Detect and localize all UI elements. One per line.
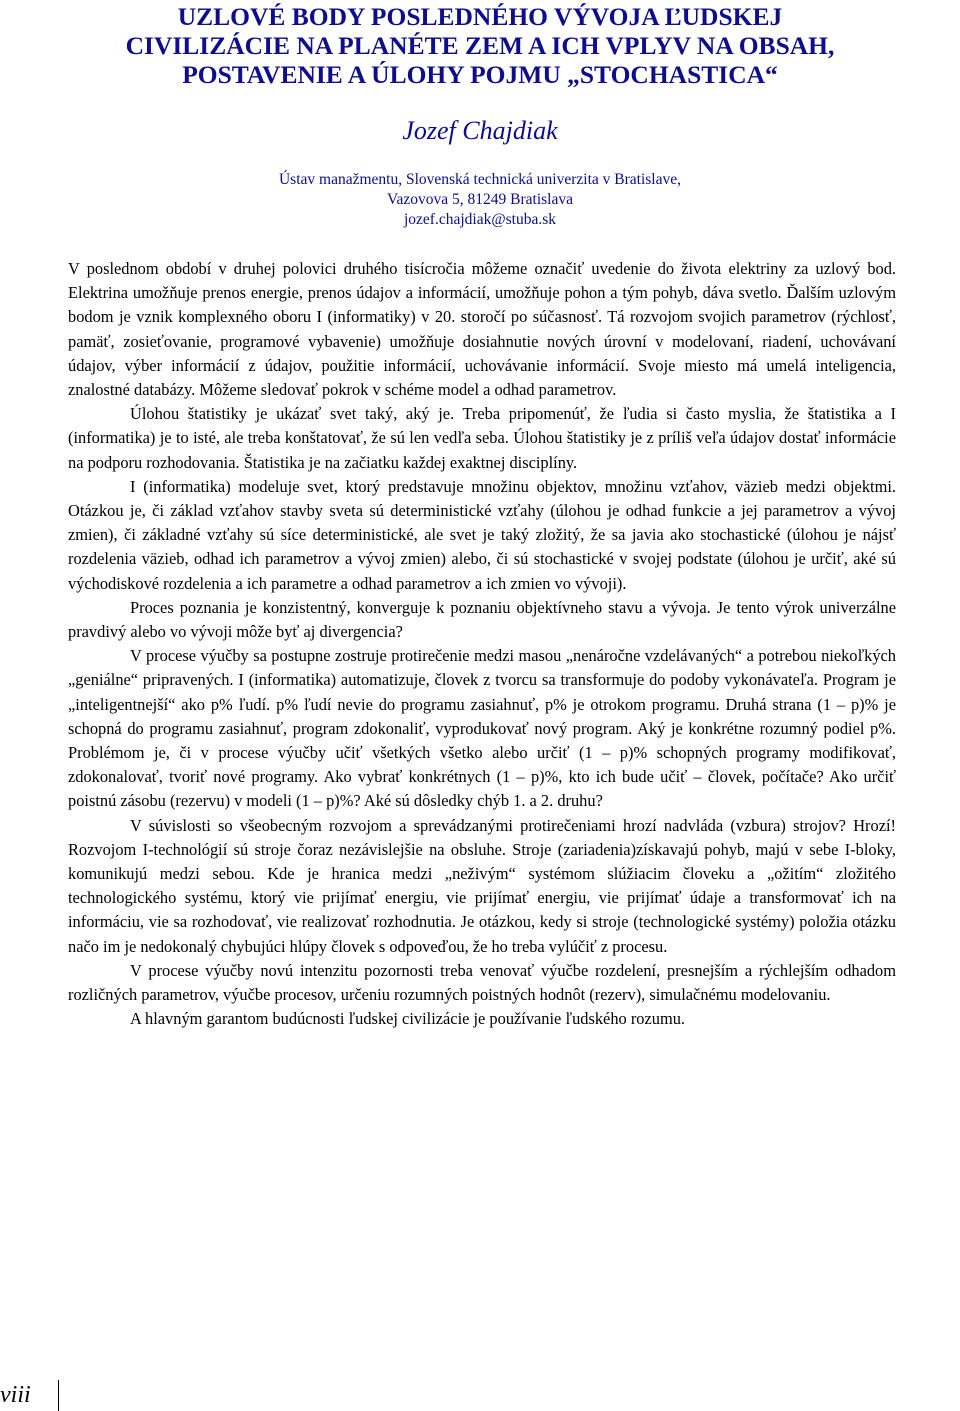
paragraph-7: V procese výučby novú intenzitu pozornosti treba venovať výučbe rozdelení, presnejším a rýchlejším odhadom rozličných parametrov, výučbe procesov, určeniu rozumných poistných hodnôt (rezerv), simulačnému modelovaniu. xyxy=(68,960,896,1005)
title-line-2: CIVILIZÁCIE NA PLANÉTE ZEM A ICH VPLYV NA OBSAH, xyxy=(125,31,835,60)
paragraph-3: I (informatika) modeluje svet, ktorý predstavuje množinu objektov, množinu vzťahov, väzieb medzi objektmi. Otázkou je, či základ vzťahov stavby sveta sú deterministické vzťahy (úlohou je odhad funkcie a jej parametrov a vývoj zmien), či základné vzťahy sú síce deterministické, ale svet je taký zložitý, že sa javia ako stochastické (úlohou je nájsť rozdelenia väzieb, odhad ich parametrov a vývoj zmien) alebo, či sú stochastické v svojej podstate (úlohou je určiť, aké sú východiskové rozdelenia a ich parametre a odhad parametrov a ich zmien vo vývoji). xyxy=(68,476,896,593)
paragraph-2: Úlohou štatistiky je ukázať svet taký, aký je. Treba pripomenúť, že ľudia si často myslia, že štatistika a I (informatika) je to isté, ale treba konštatovať, že sú len vedľa seba. Úlohou štatistiky je z príliš veľa údajov dostať informácie na podporu rozhodovania. Štatistika je na začiatku každej exaktnej disciplíny. xyxy=(68,404,896,472)
affiliation-line-2: Vazovova 5, 81249 Bratislava xyxy=(387,191,573,208)
affiliation-line-1: Ústav manažmentu, Slovenská technická univerzita v Bratislave, xyxy=(278,171,681,188)
footer-divider xyxy=(58,1380,59,1411)
author-email: jozef.chajdiak@stuba.sk xyxy=(403,211,556,228)
author-name: Jozef Chajdiak xyxy=(402,116,558,145)
paragraph-6: V súvislosti so všeobecným rozvojom a sprevádzanými protirečeniami hrozí nadvláda (vzbura) strojov? Hrozí! Rozvojom I-technológií sú stroje čoraz nezávislejšie na obsluhe. Stroje (zariadenia)získavajú pohyb, majú v sebe I-bloky, komunikujú medzi sebou. Kde je hranica medzi „neživým“ systémom slúžiacim človeku a „ožitím“ zložitého technologického systému, ktorý vie prijímať energiu, vie prijímať energiu, vie prijímať údaje a transformovať ich na informáciu, vie sa rozhodovať, vie realizovať rozhodnutia. Je otázkou, kedy si stroje (technologické systémy) položia otázku načo im je nedokonalý chybujúci hlúpy človek s odpoveďou, že ho treba vylúčiť z procesu. xyxy=(68,815,896,956)
affiliation xyxy=(0,170,960,230)
title-line-1: UZLOVÉ BODY POSLEDNÉHO VÝVOJA ĽUDSKEJ xyxy=(177,2,783,31)
paragraph-1: V poslednom období v druhej polovici druhého tisícročia môžeme označiť uvedenie do života elektriny za uzlový bod. Elektrina umožňuje prenos energie, prenos údajov a informácií, umožňuje pohon a tým pohyb, dáva svetlo. Ďalším uzlovým bodom je vznik komplexného oboru I (informatiky) v 20. storočí po súčasnosť. Tá rozvojom svojich parametrov (rýchlosť, pamäť, zosieťovanie, programové vybavenie) umožňuje dosiahnutie nových úrovní v modelovaní, riadení, uchovávaní údajov, výber informácií z údajov, použitie informácií, uchovávanie informácií. Svoje miesto má umelá inteligencia, znalostné databázy. Môžeme sledovať pokrok v schéme model a odhad parametrov. xyxy=(68,259,896,400)
page-number: viii xyxy=(0,1382,31,1408)
article-body xyxy=(68,257,896,1032)
document-title xyxy=(60,2,900,89)
paragraph-4: Proces poznania je konzistentný, konverguje k poznaniu objektívneho stavu a vývoja. Je tento výrok univerzálne pravdivý alebo vo vývoji môže byť aj divergencia? xyxy=(68,597,896,642)
paragraph-8: A hlavným garantom budúcnosti ľudskej civilizácie je používanie ľudského rozumu. xyxy=(130,1009,685,1029)
paragraph-5: V procese výučby sa postupne zostruje protirečenie medzi masou „nenáročne vzdelávaných“ a potrebou niekoľkých „geniálne“ pripravených. I (informatika) automatizuje, človek z tvorcu sa transformuje do podoby vykonávateľa. Program je „inteligentnejší“ ako p% ľudí. p% ľudí nevie do programu zasiahnuť, p% je otrokom programu. Druhá strana (1 – p)% je schopná do programu zasiahnuť, program zdokonaliť, vyprodukovať nový program. Aký je konkrétne rozumný podiel p%. Problémom je, či v procese výučby učiť všetkých všetko alebo určiť (1 – p)% schopných programy modifikovať, zdokonalovať, tvoriť nové programy. Ako vybrať konkrétnych (1 – p)%, kto ich bude učiť – človek, počítače? Ako určiť poistnú zásobu (rezervu) v modeli (1 – p)%? Aké sú dôsledky chýb 1. a 2. druhu? xyxy=(68,646,896,811)
title-line-3: POSTAVENIE A ÚLOHY POJMU „STOCHASTICA“ xyxy=(182,60,778,89)
